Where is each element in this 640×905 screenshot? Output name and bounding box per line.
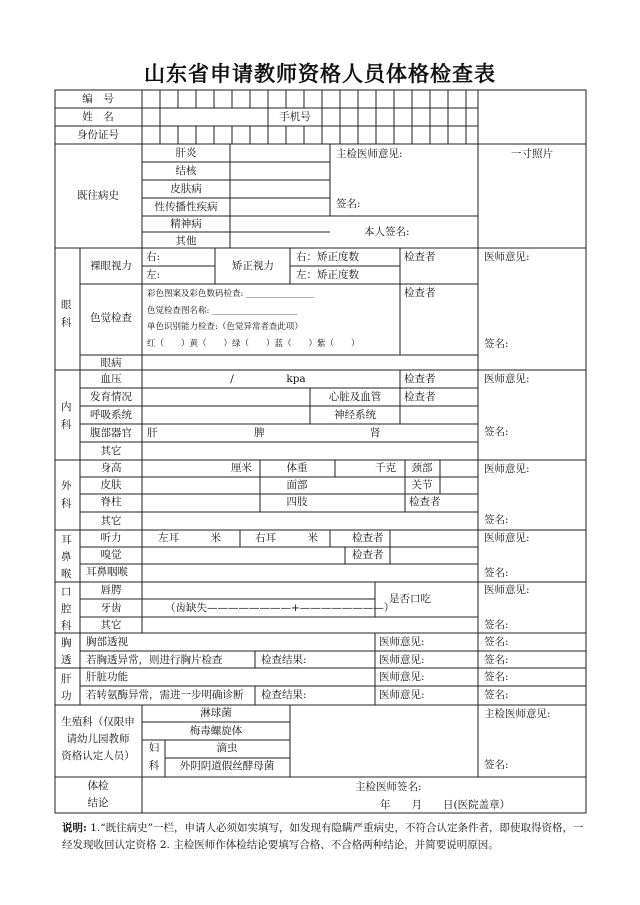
history-chief-opinion: 主检医师意见: bbox=[336, 148, 403, 160]
surgery-spine: 脊柱 bbox=[100, 496, 122, 508]
eye-color-line3: 单色识别能力检查:（色觉异常者查此项） bbox=[147, 322, 303, 332]
footnote-prefix: 说明: bbox=[62, 822, 87, 834]
reproductive-label-line3: 资格认定人员） bbox=[61, 750, 135, 762]
footnote-text: 1.“既往病史”一栏，申请人必须如实填写，如发现有隐瞒严重病史，不符合认定条件者，即使取得资格，一经发现收回认定资格 2. 主检医师作体检结论要填写合格、不合格两种结论，并简要说明原因。 bbox=[62, 822, 584, 851]
eye-right: 右: bbox=[146, 251, 161, 263]
surgery-other: 其它 bbox=[100, 515, 122, 527]
label-bianhao: 编 号 bbox=[82, 93, 114, 105]
conclusion-date: 年 月 日(医院盖章） bbox=[380, 799, 511, 811]
oral-stutter: 是否口吃 bbox=[389, 593, 431, 605]
eye-label: 眼科 bbox=[61, 299, 72, 329]
label-shenfenzheng: 身份证号 bbox=[77, 129, 119, 141]
conclusion-label-2: 结论 bbox=[87, 797, 109, 809]
liver-sign-2: 签名: bbox=[484, 689, 509, 701]
reproductive-candida: 外阴阴道假丝酵母菌 bbox=[179, 760, 275, 772]
eye-left: 左: bbox=[146, 269, 161, 281]
history-item-skin: 皮肤病 bbox=[170, 183, 202, 195]
liver-transaminase: 若转氨酶异常，需进一步明确诊断 bbox=[86, 689, 244, 701]
oral-label: 口腔科 bbox=[61, 586, 72, 632]
surgery-joint: 关节 bbox=[411, 479, 433, 491]
oral-other: 其它 bbox=[100, 619, 122, 631]
chest-doctor-opinion-2: 医师意见: bbox=[379, 654, 425, 666]
internal-other: 其它 bbox=[100, 445, 122, 457]
internal-bp: 血压 bbox=[100, 373, 122, 385]
internal-liver: 肝 bbox=[147, 427, 158, 439]
ent-hearing: 听力 bbox=[100, 532, 122, 544]
eye-color-label: 色觉检查 bbox=[90, 312, 132, 324]
eye-examiner-1: 检查者 bbox=[404, 251, 436, 263]
ent-smell: 嗅觉 bbox=[100, 549, 122, 561]
surgery-weight: 体重 bbox=[286, 462, 308, 474]
liver-sign-1: 签名: bbox=[484, 671, 509, 683]
eye-color-line1: 彩色图案及彩色数码检查: ________________ bbox=[147, 289, 315, 299]
eye-corrected: 矫正视力 bbox=[232, 260, 274, 272]
history-self-sign: 本人签名: bbox=[364, 226, 410, 238]
internal-doctor-opinion: 医师意见: bbox=[484, 373, 530, 385]
chest-abnormal: 若胸透异常，则进行胸片检查 bbox=[86, 654, 223, 666]
eye-naked-vision: 裸眼视力 bbox=[90, 260, 132, 272]
eye-disease: 眼病 bbox=[100, 357, 122, 369]
label-xingming: 姓 名 bbox=[82, 111, 114, 123]
internal-sign: 签名: bbox=[484, 426, 509, 438]
liver-label: 肝功 bbox=[61, 673, 72, 702]
oral-sign: 签名: bbox=[484, 619, 509, 631]
ent-doctor-opinion: 医师意见: bbox=[484, 532, 530, 544]
reproductive-label-line1: 生殖科（仅限申 bbox=[61, 716, 135, 728]
ent-examiner-1: 检查者 bbox=[352, 532, 384, 544]
ent-examiner-2: 检查者 bbox=[352, 549, 384, 561]
history-label: 既往病史 bbox=[77, 189, 119, 202]
eye-doctor-opinion: 医师意见: bbox=[484, 251, 530, 263]
internal-abdomen: 腹部器官 bbox=[90, 427, 132, 439]
surgery-label: 外科 bbox=[61, 480, 72, 510]
conclusion-chief-sign: 主检医师签名: bbox=[355, 781, 422, 793]
internal-examiner-2: 检查者 bbox=[404, 391, 436, 403]
reproductive-label-line2: 请幼儿园教师 bbox=[66, 733, 130, 745]
surgery-sign: 签名: bbox=[484, 514, 509, 526]
photo-label: 一寸照片 bbox=[511, 148, 553, 160]
label-shoujihao: 手机号 bbox=[279, 111, 311, 123]
chest-xray: 胸部透视 bbox=[86, 636, 128, 648]
internal-spleen: 脾 bbox=[254, 427, 265, 439]
surgery-face: 面部 bbox=[286, 479, 308, 491]
reproductive-chief-opinion: 主检医师意见: bbox=[484, 708, 551, 720]
chest-sign-1: 签名: bbox=[484, 636, 509, 648]
reproductive-syphilis: 梅毒螺旋体 bbox=[189, 725, 243, 737]
ent-sign: 签名: bbox=[484, 567, 509, 579]
history-item-mental: 精神病 bbox=[170, 218, 202, 230]
history-sign: 签名: bbox=[336, 198, 361, 210]
internal-examiner-1: 检查者 bbox=[404, 373, 436, 385]
surgery-examiner: 检查者 bbox=[409, 496, 441, 508]
reproductive-trichomonas: 滴虫 bbox=[216, 742, 238, 754]
eye-sign: 签名: bbox=[484, 338, 509, 350]
chest-sign-2: 签名: bbox=[484, 654, 509, 666]
eye-right-deg: 右：矫正度数 bbox=[296, 251, 359, 263]
surgery-cm: 厘米 bbox=[231, 462, 252, 474]
surgery-height: 身高 bbox=[100, 462, 122, 474]
liver-doctor-opinion-1: 医师意见: bbox=[379, 671, 425, 683]
oral-teeth: 牙齿 bbox=[100, 602, 122, 614]
chest-result: 检查结果: bbox=[261, 654, 307, 666]
oral-lips: 唇腭 bbox=[100, 584, 122, 596]
liver-result: 检查结果: bbox=[261, 689, 307, 701]
eye-color-line4: 红（ ）黄（ ）绿（ ）蓝（ ）紫（ ） bbox=[147, 339, 360, 349]
surgery-skin: 皮肤 bbox=[100, 479, 122, 491]
eye-left-deg: 左：矫正度数 bbox=[296, 269, 359, 281]
surgery-neck: 颈部 bbox=[411, 462, 433, 474]
reproductive-gonorrhea: 淋球菌 bbox=[200, 707, 232, 719]
liver-function: 肝脏功能 bbox=[86, 671, 128, 683]
oral-doctor-opinion: 医师意见: bbox=[484, 584, 530, 596]
eye-examiner-2: 检查者 bbox=[404, 287, 436, 299]
history-item-other: 其他 bbox=[175, 235, 197, 247]
internal-heart: 心脏及血管 bbox=[328, 391, 382, 403]
conclusion-label-1: 体检 bbox=[87, 780, 109, 792]
ent-disease: 耳鼻咽喉 bbox=[86, 566, 128, 578]
internal-nervous: 神经系统 bbox=[334, 409, 376, 421]
reproductive-gyn-1: 妇 bbox=[148, 742, 160, 754]
surgery-limbs: 四肢 bbox=[286, 496, 308, 508]
surgery-doctor-opinion: 医师意见: bbox=[484, 463, 530, 475]
ent-left-ear: 左耳 米 bbox=[158, 532, 221, 544]
history-item-std: 性传播性疾病 bbox=[154, 201, 218, 213]
reproductive-sign: 签名: bbox=[484, 759, 509, 771]
chest-label: 胸透 bbox=[61, 637, 72, 666]
reproductive-gyn-2: 科 bbox=[148, 760, 160, 772]
eye-color-line2: 色觉检查图名称: ____________________ bbox=[147, 306, 298, 316]
chest-doctor-opinion-1: 医师意见: bbox=[379, 636, 425, 648]
surgery-kg: 千克 bbox=[375, 462, 396, 474]
internal-label: 内科 bbox=[61, 401, 72, 431]
page-title: 山东省申请教师资格人员体格检查表 bbox=[144, 61, 496, 86]
history-item-hepatitis: 肝炎 bbox=[175, 147, 197, 159]
ent-label: 耳鼻喉 bbox=[61, 534, 72, 580]
liver-doctor-opinion-2: 医师意见: bbox=[379, 689, 425, 701]
internal-development: 发育情况 bbox=[90, 391, 132, 403]
oral-teeth-value: （齿缺失————————+————————） bbox=[165, 602, 395, 614]
internal-respiratory: 呼吸系统 bbox=[90, 409, 132, 421]
internal-bp-value: / kpa bbox=[230, 373, 306, 385]
internal-kidney: 肾 bbox=[370, 427, 381, 439]
history-item-tb: 结核 bbox=[175, 165, 197, 177]
footnote bbox=[62, 820, 587, 854]
ent-right-ear: 右耳 米 bbox=[255, 532, 318, 544]
